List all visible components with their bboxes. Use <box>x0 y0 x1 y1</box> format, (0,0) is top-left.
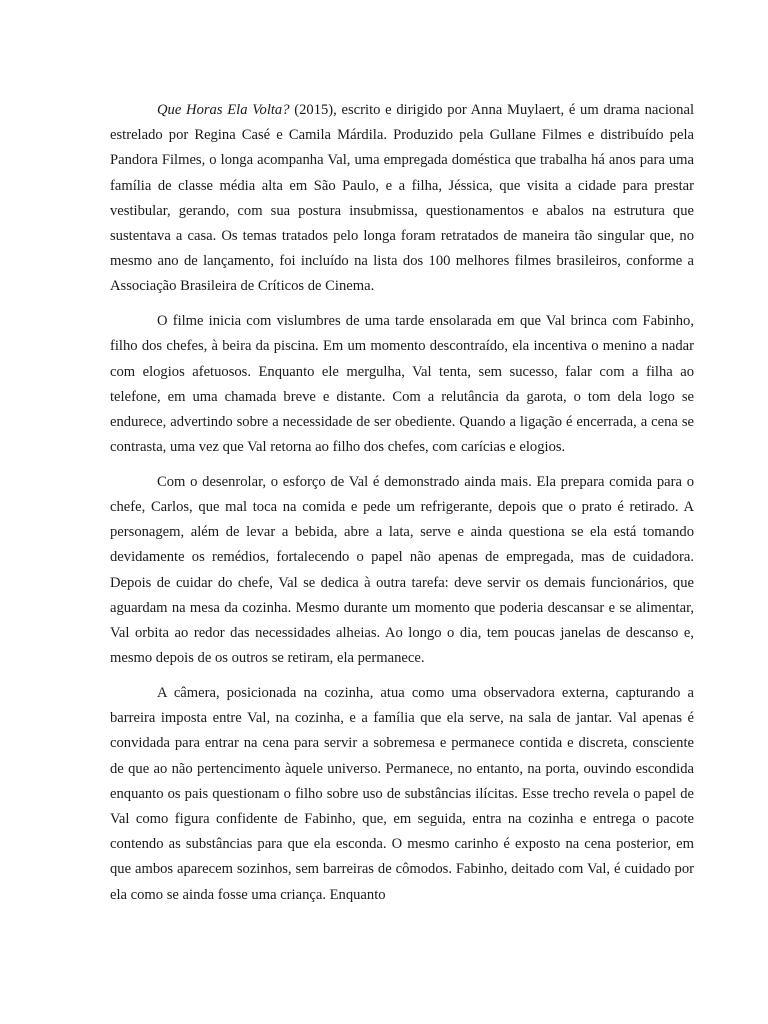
paragraph-3: Com o desenrolar, o esforço de Val é demonstrado ainda mais. Ela prepara comida para o chefe, Carlos, que mal toca na comida e pede um refrigerante, depois que o prato é retirado. A personagem, além de levar a bebida, abre a lata, serve e ainda questiona se ela está tomando devidamente os remédios, fortalecendo o papel não apenas de empregada, mas de cuidadora. Depois de cuidar do chefe, Val se dedica à outra tarefa: deve servir os demais funcionários, que aguardam na mesa da cozinha. Mesmo durante um momento que poderia descansar e se alimentar, Val orbita ao redor das necessidades alheias. Ao longo o dia, tem poucas janelas de descanso e, mesmo depois de os outros se retiram, ela permanece. <box>110 473 694 667</box>
paragraph-4: A câmera, posicionada na cozinha, atua como uma observadora externa, capturando a barreira imposta entre Val, na cozinha, e a família que ela serve, na sala de jantar. Val apenas é convidada para entrar na cena para servir a sobremesa e permanece contida e discreta, consciente de que ao não pertencimento àquele universo. Permanece, no entanto, na porta, ouvindo escondida enquanto os pais questionam o filho sobre uso de substâncias ilícitas. Esse trecho revela o papel de Val como figura confidente de Fabinho, que, em seguida, entra na cozinha e entrega o pacote contendo as substâncias para que ela esconda. O mesmo carinho é exposto na cena posterior, em que ambos aparecem sozinhos, sem barreiras de cômodos. Fabinho, deitado com Val, é cuidado por ela como se ainda fosse uma criança. Enquanto <box>110 684 694 903</box>
paragraph-1 <box>110 98 694 300</box>
paragraph-1-text: (2015), escrito e dirigido por Anna Muylaert, é um drama nacional estrelado por Regina Casé e Camila Márdila. Produzido pela Gullane Filmes e distribuído pela Pandora Filmes, o longa acompanha Val, uma empregada doméstica que trabalha há anos para uma família de classe média alta em São Paulo, e a filha, Jéssica, que visita a cidade para prestar vestibular, gerando, com sua postura insubmissa, questionamentos e abalos na estrutura que sustentava a casa. Os temas tratados pelo longa foram retratados de maneira tão singular que, no mesmo ano de lançamento, foi incluído na lista dos 100 melhores filmes brasileiros, conforme a Associação Brasileira de Críticos de Cinema. <box>110 102 695 295</box>
film-title: Que Horas Ela Volta? <box>157 102 290 118</box>
paragraph-2: O filme inicia com vislumbres de uma tarde ensolarada em que Val brinca com Fabinho, filho dos chefes, à beira da piscina. Em um momento descontraído, ela incentiva o menino a nadar com elogios afetuosos. Enquanto ele mergulha, Val tenta, sem sucesso, falar com a filha ao telefone, em uma chamada breve e distante. Com a relutância da garota, o tom dela logo se endurece, advertindo sobre a necessidade de ser obediente. Quando a ligação é encerrada, a cena se contrasta, uma vez que Val retorna ao filho dos chefes, com carícias e elogios. <box>110 313 694 456</box>
document-page <box>110 98 694 917</box>
